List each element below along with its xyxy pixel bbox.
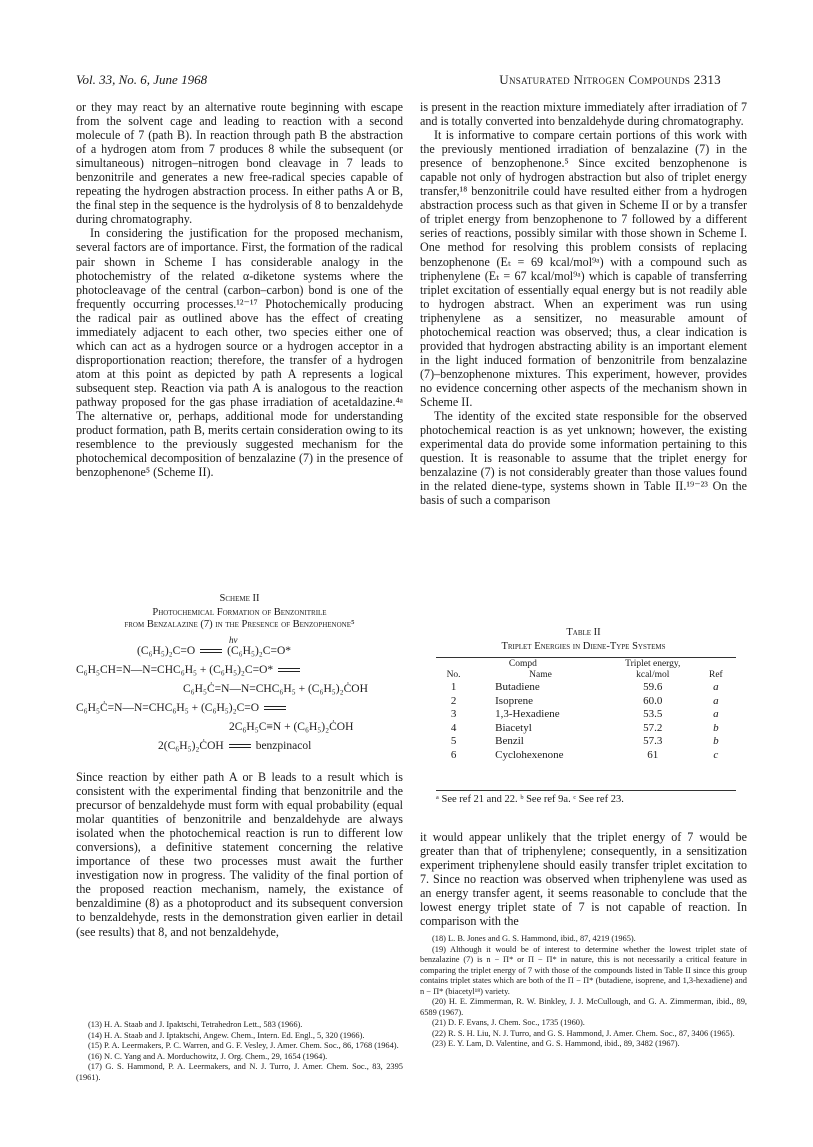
table-top-rule [436, 657, 736, 658]
paragraph: Since reaction by either path A or B leads to a result which is consistent with the experimental finding that benzonitrile and the precursor of benzaldehyde must form with equal probability (equal molar quantities of benzonitrile and benzaldehyde are always isolated when the photochemical reaction is run to different low conversions), a definitive statement concerning the relative importance of these two processes must await the further investigation now in progress. The validity of the final portion of the proposed reaction mechanism, namely, the existance of benzaldimine (8) as a photoproduct and its subsequent conversion to benzaldehyde, rests in the demonstration given earlier in detail (see results) that 8, and not benzaldehyde, [76, 770, 403, 939]
column-header: kcal/mol [636, 670, 670, 680]
reference: (21) D. F. Evans, J. Chem. Soc., 1735 (1960). [432, 1018, 585, 1027]
table-row: 6 Cyclohexenone 61 c [450, 748, 719, 761]
table-row: 3 1,3-Hexadiene 53.5 a [450, 708, 719, 720]
reference: (19) Although it would be of interest to determine whether the lowest triplet state of benzalazine (7) is n − Π* or Π − Π* in nature, this is not necessarily a critical feature in comparing the triplet energy of 7 with those of the compounds listed in Table II since this group contains triplet states which are both of the Π − Π* (butadiene, isoprene, and 1,3-hexadiene) and n − Π* (biacetyl¹⁸) variety. [420, 944, 747, 996]
scheme-title-line: from Benzalazine (7) in the Presence of Benzophenone⁵ [124, 619, 355, 630]
reference: (23) E. Y. Lam, D. Valentine, and G. S. Hammond, ibid., 89, 3482 (1967). [432, 1039, 680, 1048]
reference: (17) G. S. Hammond, P. A. Leermakers, and N. J. Turro, J. Amer. Chem. Soc., 83, 2395 (1961). [76, 1062, 403, 1082]
paragraph: The identity of the excited state responsible for the observed photochemical reaction is as yet unknown; however, the existing experimental data do provide some information pertaining to this question. It is reasonable to assume that the triplet energy for benzalazine (7) is not considerably greater than those values found in the related diene-type, systems shown in Table II.¹⁹⁻²³ On the basis of such a comparison [420, 409, 747, 508]
scheme-label: Scheme II [219, 593, 260, 604]
reference: (14) H. A. Staab and J. Iptaktschi, Angew. Chem., Intern. Ed. Engl., 5, 320 (1966). [88, 1030, 365, 1040]
left-column-top [76, 100, 403, 479]
reaction-2-product: C₆H₅Ċ=N—N=CHC₆H₅ + (C₆H₅)₂ĊOH [183, 683, 368, 695]
footnotes-right [420, 934, 747, 1050]
reference: (22) R. S. H. Liu, N. J. Turro, and G. S. Hammond, J. Amer. Chem. Soc., 87, 3406 (1965). [432, 1028, 735, 1038]
reaction-1: (C₆H₅)₂C=O (C₆H₅)₂C=O* [137, 645, 291, 657]
triplet-energies-table [436, 659, 736, 762]
column-group-header: Compd [508, 659, 537, 669]
paragraph: It is informative to compare certain portions of this work with the previously mentioned irradiation of benzalazine (7) in the presence of benzophenone.⁵ Since excited benzophenone is capable not only of hydrogen abstraction but also of triplet energy transfer,¹⁸ benzonitrile could have resulted either from a hydrogen abstraction process such as that given in Scheme II or by a transfer of triplet energy from benzophenone to 7 followed by a different series of reactions, possibly similar with those shown in Scheme I. One method for resolving this problem consists of replacing benzophenone (Eₜ = 69 kcal/mol⁹ᵃ) with a compound such as triphenylene (Eₜ = 67 kcal/mol⁹ᵃ) which is capable of transferring triplet excitation of essentially equal energy but is not readily able to hydrogen abstract. When an experiment was run using triphenylene as a sensitizer, no measurable amount of photochemical reaction was observed; thus, a clear indication is provided that hydrogen abstracting ability is an important element in the light induced formation of benzonitrile from benzalazine (7)–benzophenone mixtures. This experiment, however, provides no evidence concerning other aspects of the mechanism shown in Scheme II. [420, 128, 747, 409]
paragraph: In considering the justification for the proposed mechanism, several factors are of importance. First, the formation of the radical pair shown in Scheme I has considerable analogy in the photochemistry of the related α-diketone systems where the photocleavage of the central (carbon–carbon) bond is one of the frequently occurring processes.¹²⁻¹⁷ Photochemically producing the radical pair as outlined above has the effect of creating immediately adjacent to each other, two species either one of which can act as a hydrogen source or a hydrogen acceptor in a disproportionation reaction; therefore, the transfer of a hydrogen atom at this point as depicted by path A represents a logical subsequent step. Reaction via path A is analogous to the reaction pathway proposed for the gas phase irradiation of acetaldazine.⁴ᵃ The alternative or, perhaps, additional mode for understanding product formation, path B, merits certain consideration owing to its resemblence to the previously suggested mechanism for the photochemical decomposition of benzalazine (7) in the presence of benzophenone⁵ (Scheme II). [76, 226, 403, 480]
table-footnotes: ᵃ See ref 21 and 22. ᵇ See ref 9a. ᶜ See ref 23. [436, 794, 624, 805]
table-label: Table II [566, 627, 601, 638]
right-column-bottom [420, 830, 747, 928]
table-bottom-rule [436, 790, 736, 791]
paragraph: is present in the reaction mixture immediately after irradiation of 7 and is totally converted into benzaldehyde during chromatography. [420, 100, 747, 129]
reaction-2: C₆H₅CH=N—N=CHC₆H₅ + (C₆H₅)₂C=O* [76, 664, 305, 676]
reference: (18) L. B. Jones and G. S. Hammond, ibid., 87, 4219 (1965). [432, 934, 636, 943]
paragraph: or they may react by an alternative route beginning with escape from the solvent cage and leading to reaction with a second molecule of 7 (path B). In reaction through path B the abstraction of a hydrogen atom from 7 produces 8 while the subsequent (or simultaneous) nitrogen–nitrogen bond cleavage in 7 leads to benzonitrile and generates a new free-radical species capable of repeating the hydrogen abstraction process. In either paths A or B, the final step in the sequence is the hydrolysis of 8 to benzaldehyde during chromatography. [76, 100, 403, 227]
table-title: Triplet Energies in Diene-Type Systems [501, 641, 666, 652]
column-header: Triplet energy, [625, 659, 681, 669]
running-header-title-page: Unsaturated Nitrogen Compounds 2313 [499, 72, 721, 87]
table-row: 2 Isoprene 60.0 a [450, 694, 719, 707]
reaction-3-product: 2C₆H₅C≡N + (C₆H₅)₂ĊOH [229, 721, 354, 733]
scheme-title-line: Photochemical Formation of Benzonitrile [152, 607, 327, 618]
reaction-3: C₆H₅Ċ=N—N=CHC₆H₅ + (C₆H₅)₂C=O [76, 702, 291, 714]
equilibrium-arrow-icon [278, 666, 300, 674]
table-row: 4 Biacetyl 57.2 b [450, 721, 719, 734]
equilibrium-arrow-icon [200, 647, 222, 655]
footnotes-left [76, 1020, 403, 1083]
left-column-bottom [76, 770, 403, 939]
column-header: Ref [709, 670, 723, 680]
table-row: 1 Butadiene 59.6 a [450, 681, 719, 693]
reaction-4: 2(C₆H₅)₂ĊOH benzpinacol [158, 740, 312, 752]
reference: (20) H. E. Zimmerman, R. W. Binkley, J. J. McCullough, and G. A. Zimmerman, ibid., 89, 6589 (1967). [420, 997, 747, 1017]
column-header: No. [446, 670, 461, 680]
paragraph: it would appear unlikely that the triplet energy of 7 would be greater than that of triphenylene; consequently, in a sensitization experiment triphenylene should easily transfer triplet excitation to 7. Since no reaction was observed when triphenylene was used as an energy transfer agent, it seems reasonable to conclude that the lowest energy triplet state of 7 is not capable of reaction. In comparison with the [420, 830, 747, 929]
reference: (15) P. A. Leermakers, P. C. Warren, and G. F. Vesley, J. Amer. Chem. Soc., 86, 1768 (1964). [88, 1041, 399, 1050]
equilibrium-arrow-icon [229, 742, 251, 750]
table-row: 5 Benzil 57.3 b [450, 735, 719, 747]
equilibrium-arrow-icon [264, 704, 286, 712]
column-header: Name [529, 670, 552, 680]
reference: (16) N. C. Yang and A. Morduchowitz, J. Org. Chem., 29, 1654 (1964). [88, 1051, 328, 1061]
hv-label: hν [229, 635, 238, 645]
right-column-top [420, 100, 747, 507]
reference: (13) H. A. Staab and J. Ipaktschi, Tetrahedron Lett., 583 (1966). [88, 1020, 303, 1029]
running-header-volume: Vol. 33, No. 6, June 1968 [76, 72, 208, 87]
